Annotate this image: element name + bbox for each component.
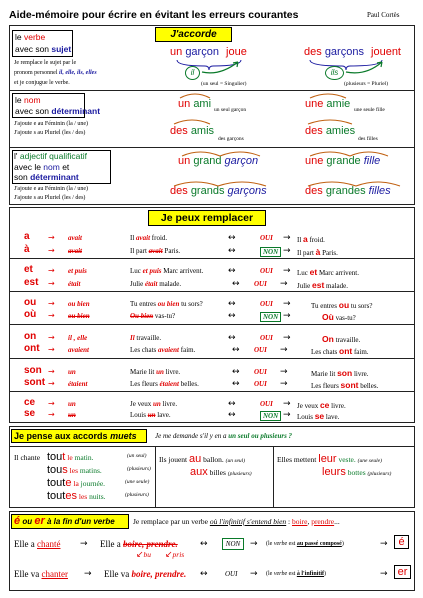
nom-rule-line2: avec son déterminant <box>15 106 101 116</box>
nom-ex-des-amis-note: des garçons <box>218 136 244 142</box>
homophone-word: où <box>24 309 37 320</box>
verbe-fin-r2-arrow3: → <box>250 569 258 579</box>
test-sentence: Julie était malade. <box>130 280 182 288</box>
arrow-left-right: ↔ <box>232 345 240 355</box>
arrow-left-right: ↔ <box>228 246 236 256</box>
remplacer-group-divider <box>9 258 415 259</box>
answer-oui: OUI <box>260 234 273 242</box>
nom-ex-des-amies-note: des filles <box>358 136 378 142</box>
plural-note: (plusieurs = Pluriel) <box>344 81 389 87</box>
answer-oui: OUI <box>260 267 273 275</box>
test-sentence: Il part avait Paris. <box>130 247 181 255</box>
verbe-fin-r1-arrow1: → <box>80 539 88 549</box>
arrow-right: → <box>280 279 288 289</box>
verbe-fin-r2-arrow1: → <box>84 569 92 579</box>
verbe-rule-line1: le verbe <box>15 32 46 42</box>
muets-top-line <box>9 446 415 447</box>
tout-example: tous les matins. (plusieurs) <box>47 464 151 476</box>
test-sentence: Louis un lave. <box>130 411 171 419</box>
verbe-fin-r1-left: Elle a chanté <box>14 539 61 549</box>
arrow-right: → <box>283 246 291 256</box>
verbe-fin-r2-ending: er <box>394 565 411 579</box>
homophone-word: et <box>24 264 33 275</box>
nom-rule-line1: le nom <box>15 95 41 105</box>
arrow-right: → <box>283 399 291 409</box>
example-sentence: Marie lit son livre. <box>311 368 369 378</box>
nom-agreement-arrows <box>170 90 400 140</box>
muets-col3-row1: Elles mettent leur veste. (une seule) <box>277 453 382 465</box>
arrow-left-right: ↔ <box>228 299 236 309</box>
tout-example: toutes les nuits. (plusieurs) <box>47 490 149 502</box>
arrow-right: → <box>283 299 291 309</box>
test-sentence: Je veux un livre. <box>130 400 178 408</box>
remplacer-group-divider <box>9 391 415 392</box>
verbe-agreement-arrow-1 <box>200 58 245 78</box>
homophone-word: à <box>24 244 30 255</box>
example-sentence: On travaille. <box>322 334 361 344</box>
verbe-fin-r1-mid: Elle a boire, prendre. <box>100 539 178 549</box>
answer-oui: OUI <box>260 300 273 308</box>
verbe-fin-r2-arrow4: → <box>380 569 388 579</box>
replacement-word: avaient <box>68 346 89 354</box>
test-sentence: Il avait froid. <box>130 234 168 242</box>
arrow-right: → <box>283 333 291 343</box>
verbe-fin-r1-pris: ↙pris <box>165 550 185 560</box>
example-sentence: Julie est malade. <box>297 280 348 290</box>
muets-col2-row2: aux billes (plusieurs) <box>190 466 252 478</box>
replace-arrow: → <box>48 410 55 419</box>
adj-rule-plur: J'ajoute s au Pluriel (les / des) <box>14 195 86 201</box>
verbe-fin-r1-note: (le verbe est au passé composé) <box>266 541 344 547</box>
example-sentence: Je veux ce livre. <box>297 400 346 410</box>
replace-arrow: → <box>48 279 55 288</box>
homophone-word: ce <box>24 397 36 408</box>
nom-ex-une-amie: une amie <box>305 98 351 110</box>
test-sentence: Ou bien vas-tu? <box>130 312 176 320</box>
verbe-explanation-2: pronom personnel il, elle, ils, elles <box>14 70 97 76</box>
arrow-left-right: ↔ <box>228 311 236 321</box>
arrow-left-right: ↔ <box>232 279 240 289</box>
replacement-word: un <box>68 411 76 419</box>
replacement-word: ou bien <box>68 312 90 320</box>
answer-oui: OUI <box>254 346 267 354</box>
verbe-fin-instruction: Je remplace par un verbe où l'infinitif s'entend bien : boire, prendre... <box>133 517 340 526</box>
adj-rule-line1: l' adjectif qualificatif <box>14 151 87 161</box>
verbe-agreement-arrow-2 <box>344 58 389 78</box>
test-sentence: Les fleurs étaient belles. <box>130 380 199 388</box>
replace-arrow: → <box>48 379 55 388</box>
page-title: Aide-mémoire pour écrire en évitant les erreurs courantes <box>9 9 299 21</box>
replacement-word: un <box>68 400 76 408</box>
arrow-left-right: ↔ <box>228 333 236 343</box>
verbe-fin-r1-answer: NON <box>222 538 244 550</box>
replace-arrow: → <box>48 311 55 320</box>
homophone-word: est <box>24 277 39 288</box>
nom-rule-plur: J'ajoute s au Pluriel (les / des) <box>14 130 86 136</box>
replacement-word: était <box>68 280 81 288</box>
remplacer-banner: Je peux remplacer <box>148 210 266 226</box>
replacement-word: un <box>68 368 76 376</box>
verbe-fin-r1-arrow3: → <box>250 539 258 549</box>
answer-oui: OUI <box>254 368 267 376</box>
verbe-fin-r2-left: Elle va chanter <box>14 569 68 579</box>
remplacer-group-divider <box>9 358 415 359</box>
adj-ex-une-grande-fille: une grande fille <box>305 155 381 167</box>
arrow-left-right: ↔ <box>228 410 236 420</box>
replace-arrow: → <box>48 333 55 342</box>
nom-ex-des-amis: des amis <box>170 125 215 137</box>
muets-col-divider-2 <box>273 446 274 507</box>
answer-non: NON <box>260 247 281 257</box>
homophone-word: ont <box>24 343 40 354</box>
arrow-right: → <box>283 233 291 243</box>
verbe-fin-r1-arrow2: ↔ <box>200 539 208 549</box>
replace-arrow: → <box>48 367 55 376</box>
arrow-left-right: ↔ <box>228 266 236 276</box>
replacement-word: étaient <box>68 380 88 388</box>
test-sentence: Il travaille. <box>130 334 162 342</box>
nom-ex-une-amie-note: une seule fille <box>354 107 385 113</box>
test-sentence: Luc et puis Marc arrivent. <box>130 267 204 275</box>
replace-arrow: → <box>48 233 55 242</box>
verbe-rule-line2: avec son sujet <box>15 44 72 54</box>
answer-oui: OUI <box>254 380 267 388</box>
replace-arrow: → <box>48 266 55 275</box>
answer-oui: OUI <box>260 400 273 408</box>
muets-col3-row2: leurs bottes (plusieurs) <box>322 466 392 478</box>
example-sentence: Les chats ont faim. <box>311 346 369 356</box>
verbe-fin-r2-arrow2: ↔ <box>200 569 208 579</box>
adj-agreement-arrows <box>170 146 410 202</box>
tout-example: toute la journée. (une seule) <box>47 477 150 489</box>
example-sentence: Les fleurs sont belles. <box>311 380 379 390</box>
muets-col2-row1: Ils jouent au ballon. (un seul) <box>159 453 246 465</box>
replacement-word: ou bien <box>68 300 90 308</box>
answer-oui: OUI <box>254 280 267 288</box>
verbe-fin-r2-mid: Elle va boire, prendre. <box>104 569 187 579</box>
arrow-right: → <box>280 367 288 377</box>
example-sentence: Il part à Paris. <box>297 247 338 257</box>
example-sentence: Où vas-tu? <box>322 312 356 322</box>
remplacer-group-divider <box>9 324 415 325</box>
replacement-word: et puis <box>68 267 87 275</box>
remplacer-group-divider <box>9 291 415 292</box>
replacement-word: il , elle <box>68 334 88 342</box>
replace-arrow: → <box>48 399 55 408</box>
adj-rule-line2: avec le nom et <box>14 162 70 172</box>
singular-note: (un seul = Singulier) <box>201 81 247 87</box>
example-sentence: Louis se lave. <box>297 411 340 421</box>
verbe-explanation-1: Je remplace le sujet par le <box>14 60 77 66</box>
homophone-word: on <box>24 331 37 342</box>
replacement-word: avait <box>68 234 82 242</box>
verbe-example-singular: un garçon joue <box>170 46 247 58</box>
example-sentence: Luc et Marc arrivent. <box>297 267 359 277</box>
adj-rule-line3: son déterminant <box>14 172 79 182</box>
adj-ex-des-grands-garcons: des grands garçons <box>170 185 267 197</box>
homophone-word: sont <box>24 377 46 388</box>
homophone-word: son <box>24 365 42 376</box>
answer-non: NON <box>260 312 281 322</box>
adj-rule-fem: J'ajoute e au Féminin (la / une) <box>14 186 89 192</box>
verbe-fin-r2-answer: OUI <box>225 570 238 578</box>
arrow-right: → <box>283 410 291 420</box>
arrow-right: → <box>280 345 288 355</box>
replacement-word: avait <box>68 247 82 255</box>
verbe-fin-r1-arrow4: → <box>380 539 388 549</box>
replace-arrow: → <box>48 345 55 354</box>
verbe-fin-r1-ending: é <box>394 535 409 549</box>
muets-banner: Je pense aux accords muets <box>11 429 147 443</box>
arrow-left-right: ↔ <box>228 233 236 243</box>
verbe-explanation-3: et je conjugue le verbe. <box>14 80 70 86</box>
verbe-example-plural: des garçons jouent <box>304 46 401 58</box>
test-sentence: Marie lit un livre. <box>130 368 181 376</box>
arrow-right: → <box>283 311 291 321</box>
muets-question: Je me demande s'il y en a un seul ou plusieurs ? <box>155 432 293 440</box>
nom-rule-fem: J'ajoute e au Féminin (la / une) <box>14 121 89 127</box>
replace-arrow: → <box>48 246 55 255</box>
adj-ex-un-grand-garcon: un grand garçon <box>178 155 259 167</box>
homophone-word: se <box>24 408 36 419</box>
test-sentence: Les chats avaient faim. <box>130 346 196 354</box>
author-name: Paul Cortès <box>367 11 400 19</box>
test-sentence: Tu entres ou bien tu sors? <box>130 300 203 308</box>
nom-ex-des-amies: des amies <box>305 125 356 137</box>
nom-ex-un-ami: un ami <box>178 98 212 110</box>
adj-ex-des-grandes-filles: des grandes filles <box>305 185 391 197</box>
muets-col-divider-1 <box>155 446 156 507</box>
pronoun-ils-circle: ils <box>325 66 344 80</box>
arrow-left-right: ↔ <box>228 399 236 409</box>
answer-non: NON <box>260 411 281 421</box>
verbe-fin-r2-note: (le verbe est à l'infinitif) <box>266 571 326 577</box>
answer-oui: OUI <box>260 334 273 342</box>
tout-example: tout le matin. (un seul) <box>47 451 147 463</box>
arrow-right: → <box>283 266 291 276</box>
example-sentence: Il a froid. <box>297 234 325 244</box>
arrow-left-right: ↔ <box>232 379 240 389</box>
pronoun-il-circle: il <box>185 66 200 80</box>
verbe-fin-banner: é ou er à la fin d'un verbe <box>11 514 129 529</box>
verbe-fin-r1-bu: ↙bu <box>136 550 152 560</box>
homophone-word: a <box>24 231 30 242</box>
homophone-word: ou <box>24 297 37 308</box>
replace-arrow: → <box>48 299 55 308</box>
nom-ex-un-ami-note: un seul garçon <box>214 107 247 113</box>
arrow-left-right: ↔ <box>232 367 240 377</box>
arrow-right: → <box>280 379 288 389</box>
accord-banner: J'accorde <box>155 27 232 42</box>
muets-col1-lead: Il chante <box>14 453 41 462</box>
example-sentence: Tu entres ou tu sors? <box>311 300 373 310</box>
